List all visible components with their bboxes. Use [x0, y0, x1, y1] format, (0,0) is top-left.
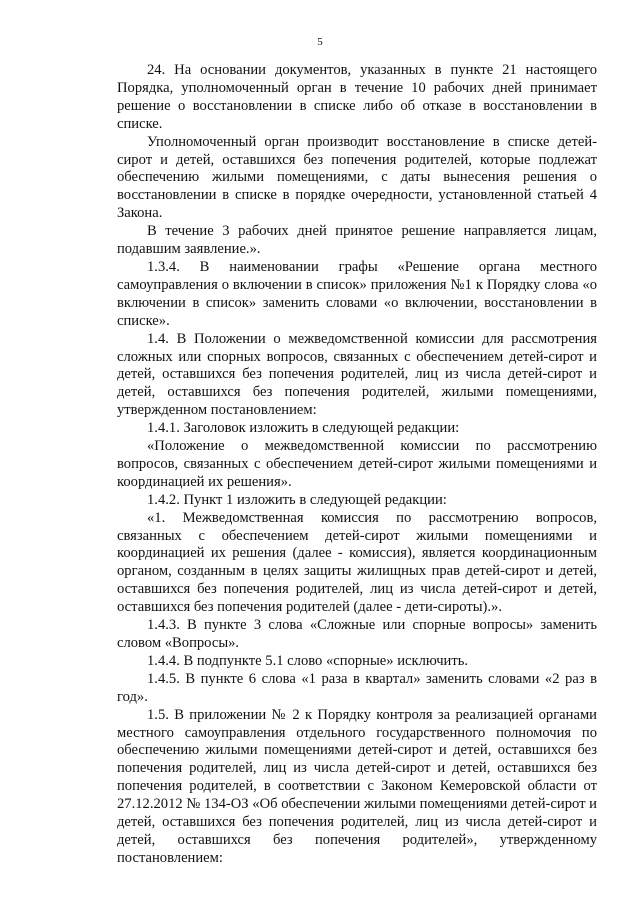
- paragraph-restoration-procedure: Уполномоченный орган производит восстановление в списке детей-сирот и детей, оставшихся без попечения родителей, которые подлежат обеспечению жилыми помещениями, с даты вынесения решения о восстановлении в списке в порядке очередности, установленной статьей 4 Закона.: [117, 133, 597, 222]
- paragraph-1-4-3: 1.4.3. В пункте 3 слова «Сложные или спорные вопросы» заменить словом «Вопросы».: [117, 617, 597, 651]
- paragraph-1-4-2: 1.4.2. Пункт 1 изложить в следующей редакции:: [147, 491, 447, 508]
- paragraph-1-4-4: 1.4.4. В подпункте 5.1 слово «спорные» исключить.: [147, 652, 469, 669]
- paragraph-decision-notice: В течение 3 рабочих дней принятое решение направляется лицам, подавшим заявление.».: [117, 223, 597, 258]
- page-number: 5: [317, 36, 323, 48]
- paragraph-1-5: 1.5. В приложении № 2 к Порядку контроля за реализацией органами местного самоуправления отдельного государственного полномочия по обеспечению жилыми помещениями детей-сирот и детей, оставшихся без попечения родителей, лиц из числа детей-сирот и детей, оставшихся без попечения родителей, в соответствии с Законом Кемеровской области от 27.12.2012 № 134-ОЗ «Об обеспечении жилыми помещениями детей-сирот и детей, оставшихся без попечения родителей, лиц из числа детей-сирот и детей, оставшихся без попечения родителей», утвержденному постановлением:: [117, 706, 597, 866]
- paragraph-1-3-4: 1.3.4. В наименовании графы «Решение органа местного самоуправления о включении в список» приложения №1 к Порядку слова «о включении в список» заменить словами «о включении, восстановлении в списке».: [117, 258, 597, 329]
- paragraph-1-4: 1.4. В Положении о межведомственной комиссии для рассмотрения сложных или спорных вопросов, связанных с обеспечением детей-сирот и детей, оставшихся без попечения родителей, лиц из числа детей-сирот и детей, оставшихся без попечения родителей, жилыми помещениями, утвержденном постановлением:: [117, 330, 597, 419]
- paragraph-1-4-5: 1.4.5. В пункте 6 слова «1 раза в квартал» заменить словами «2 раз в год».: [117, 670, 597, 705]
- paragraph-clause-1-text: «1. Межведомственная комиссия по рассмотрению вопросов, связанных с обеспечением детей-сирот жилыми помещениями и координацией их решения (далее - комиссия), является координационным органом, созданным в целях защиты жилищных прав детей-сирот и детей, оставшихся без попечения родителей, лиц из числа детей-сирот и детей, оставшихся без попечения родителей (далее - дети-сироты).».: [117, 509, 597, 616]
- paragraph-24-restoration-decision: 24. На основании документов, указанных в пункте 21 настоящего Порядка, уполномоченный орган в течение 10 рабочих дней принимает решение о восстановлении в списке либо об отказе в восстановлении в списке.: [117, 62, 597, 132]
- paragraph-new-title: «Положение о межведомственной комиссии по рассмотрению вопросов, связанных с обеспечением детей-сирот жилыми помещениями и координацией их решения».: [117, 438, 597, 490]
- document-body: [117, 62, 597, 868]
- paragraph-1-4-1: 1.4.1. Заголовок изложить в следующей редакции:: [147, 420, 460, 437]
